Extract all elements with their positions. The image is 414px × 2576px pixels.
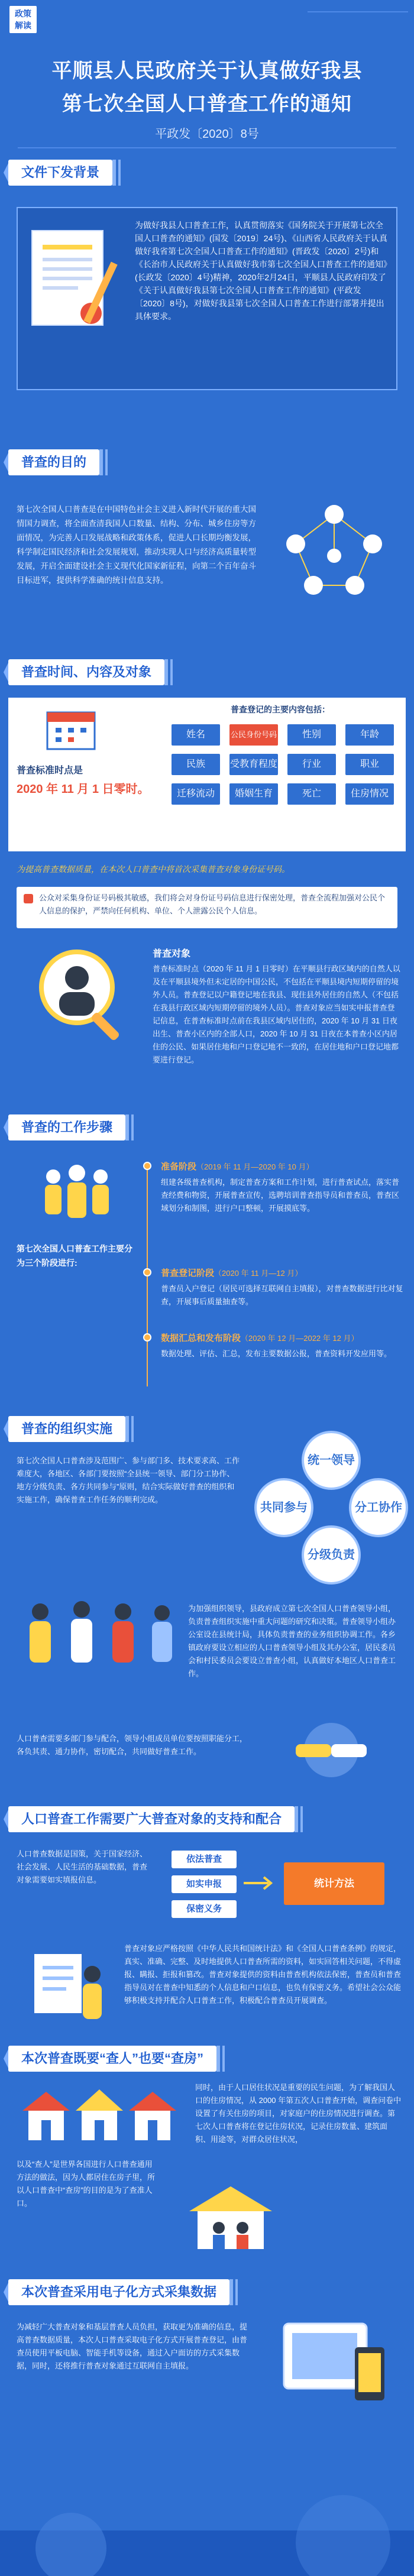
- support-text2: 普查对象应严格按照《中华人民共和国统计法》和《全国人口普查条例》的规定，真实、准确、完整、及时地提供人口普查所需的资料，如实回答相关问题，不得虚报、瞒报、拒报和篡改。普查对象提供的资料由普查机构依法保密，普查员和普查指导员对在普查中知悉的个人信息和户口信息，也负有保密义务。希望社会公众能够积极支持并配合人口普查工作，积极配合普查员开展调查。: [124, 1944, 402, 2005]
- title-line1: 平顺县人民政府关于认真做好我县: [51, 60, 363, 82]
- section-title-people-house: 本次普查既要“查人”也要“查房”: [8, 2046, 216, 2072]
- document-illustration-icon: [26, 225, 127, 343]
- people-group-icon: [30, 1159, 124, 1224]
- footer-decoration: [0, 2460, 414, 2576]
- object-text: 普查标准时点（2020 年 11 月 1 日零时）在平顺县行政区域内的自然人以及在平顺县境外但未定居的中国公民，不包括在平顺县境内短期停留的境外人员。普查登记以户籍登记地在我县、现住县外居住的自然人（不包括在我县行政区域内短期停留的境外人员）。普查对象应当如实申报普查登记信息，在普查标准时点前在我县区域内居住的，2020 年 10 月 31 日夜出生、普查小区内的全部人口，2020 年 10 月 31 日夜在本普查小区内居住的公民、如果居住地和户口登记地不一致的，在居住地和户口登记地都要进行登记。: [153, 964, 400, 1064]
- document-number: 平政发〔2020〕8号: [155, 128, 259, 141]
- section-title-background: 文件下发背景: [8, 160, 112, 186]
- stage-publish: [161, 1331, 403, 1360]
- magnifier-person-icon: [30, 940, 136, 1046]
- stage-text: 普查员入户登记（居民可选择互联网自主填报），对普查数据进行比对复查，开展事后质量抽查等。: [161, 1284, 403, 1306]
- stage-text: 组建各级普查机构，制定普查方案和工作计划，进行普查试点，落实普查经费和物资，开展普查宣传，选聘培训普查指导员和普查员，普查区域划分和制图，进行户口整顿，开展摸底等。: [161, 1178, 400, 1213]
- flow-item: 保密义务: [172, 1900, 237, 1918]
- section-title-support: 人口普查工作需要广大普查对象的支持和配合: [8, 1806, 295, 1832]
- content-item: 迁移流动: [172, 783, 220, 805]
- houses-icon: [17, 2081, 182, 2146]
- stage-text: 数据处理、评估、汇总，发布主要数据公报，普查资料开发应用等。: [161, 1349, 392, 1358]
- stage-period: （2019 年 11 月—2020 年 10 月）: [196, 1162, 314, 1171]
- stage-dot: [143, 1333, 151, 1342]
- content-item: 民族: [172, 754, 220, 775]
- stage-name: 准备阶段: [161, 1162, 197, 1172]
- stage-name: 数据汇总和发布阶段: [161, 1333, 241, 1343]
- content-item: 公民身份号码: [229, 724, 278, 746]
- hex-division-cooperation: 分工协作: [349, 1478, 408, 1537]
- people-house-text1: 同时，由于人口居住状况是重要的民生问题，为了解我国人口的住房情况，从 2000 年第五次人口普查开始，调查问卷中设置了有关住房的项目，对家庭户的住房情况进行调查。第七次人口普查将在登记住房状况，记录住房数量、建筑面积、用途等，对群众居住状况，: [195, 2083, 402, 2144]
- flow-item: 如实申报: [172, 1875, 237, 1893]
- stage-register: [161, 1266, 403, 1308]
- stage-dot: [143, 1162, 151, 1170]
- purpose-text: 第七次全国人口普查是在中国特色社会主义进入新时代开展的重大国情国力调查，将全面查清我国人口数量、结构、分布、城乡住房等方面情况，为完善人口发展战略和政策体系，促进人口长期均衡发展，科学制定国民经济和社会发展规划，推动实现人口与经济高质量转型发展，开启全面建设社会主义现代化国家新征程，向第二个百年奋斗目标进军，提供科学准确的统计信息支持。: [17, 505, 256, 585]
- stage-period: （2020 年 12 月—2022 年 12 月）: [241, 1334, 359, 1343]
- content-item: 行业: [287, 754, 336, 775]
- section-title-purpose: 普查的目的: [8, 449, 99, 475]
- object-title: 普查对象: [153, 949, 191, 959]
- background-text: 为做好我县人口普查工作，认真贯彻落实《国务院关于开展第七次全国人口普查的通知》(国发〔2019〕24号)、《山西省人民政府关于认真做好我省第七次全国人口普查工作的通知》(晋政发〔2020〕2号)和《长治市人民政府关于认真做好我市第七次全国人口普查工作的通知》(长政发〔2020〕4号)精神，2020年2月24日，平顺县人民政府印发了《关于认真做好我县第七次全国人口普查工作的通知》(平政发〔2020〕8号)，对做好我县第七次全国人口普查工作进行部署并提出具体要求。: [135, 221, 388, 321]
- team-people-icon: [17, 1596, 182, 1673]
- badge-line1: 政策: [15, 9, 31, 18]
- section-title-electronic: 本次普查采用电子化方式采集数据: [8, 2279, 229, 2305]
- flow-item: 依法普查: [172, 1851, 237, 1868]
- content-item: 受教育程度: [229, 754, 278, 775]
- family-house-icon: [177, 2182, 284, 2253]
- main-content-label: 普查登记的主要内容包括：: [231, 705, 330, 714]
- people-network-icon: [266, 491, 402, 609]
- content-item: 姓名: [172, 724, 220, 746]
- organization-text1: 第七次全国人口普查涉及范围广、参与部门多、技术要求高、工作难度大，各地区、各部门要按照“全县统一领导、部门分工协作、地方分级负责、各方共同参与”原则，结合实际做好普查的组织和实施工作，确保普查工作任务的顺利完成。: [17, 1456, 240, 1504]
- content-item: 住房情况: [345, 783, 394, 805]
- section-title-organization: 普查的组织实施: [8, 1416, 125, 1442]
- content-item: 年龄: [345, 724, 394, 746]
- badge-line2: 解读: [15, 21, 31, 30]
- content-item: 婚姻生育: [229, 783, 278, 805]
- survey-person-icon: [22, 1942, 111, 2025]
- handshake-icon: [278, 1720, 384, 1780]
- stage-dot: [143, 1268, 151, 1276]
- hex-joint-participation: 共同参与: [254, 1478, 313, 1537]
- id-note: 为提高普查数据质量，在本次人口普查中将首次采集普查对象身份证号码。: [17, 864, 290, 874]
- content-item: 死亡: [287, 783, 336, 805]
- lock-icon: [24, 894, 33, 903]
- content-item: 性别: [287, 724, 336, 746]
- people-house-text2: 以及“查人”是世界各国进行人口普查通用方法的做法，因为人都居住在房子里，所以人口普查中“查房”的目的是为了查准人口。: [17, 2160, 156, 2208]
- privacy-box: [17, 887, 397, 928]
- arrow-right-icon: [242, 1871, 278, 1895]
- stage-name: 普查登记阶段: [161, 1268, 215, 1278]
- stage-period: （2020 年 11 月—12 月）: [214, 1269, 303, 1278]
- content-item: 职业: [345, 754, 394, 775]
- electronic-text: 为减轻广大普查对象和基层普查人员负担，获取更为准确的信息，提高普查数据质量，本次人口普查采取电子化方式开展普查登记，由普查员使用平板电脑、智能手机等设备，通过入户面访的方式采集数据，同时，还将推行普查对象通过互联网自主填报。: [17, 2322, 248, 2370]
- section-title-content: 普查时间、内容及对象: [8, 659, 164, 685]
- page-title: [0, 54, 414, 121]
- hex-level-responsibility: 分级负责: [302, 1525, 361, 1585]
- flow-result: 统计方法: [284, 1862, 384, 1905]
- organization-text2: 为加强组织领导，县政府成立第七次全国人口普查领导小组，负责普查组织实施中重大问题的研究和决策。普查领导小组办公室设在县统计局，具体负责普查的业务组织协调工作。各乡镇政府要设立相应的人口普查领导小组及其办公室，居民委员会和村民委员会要设立普查小组，认真做好本地区人口普查工作。: [188, 1604, 396, 1678]
- time-label: 普查标准时点是: [17, 766, 83, 776]
- time-value: 2020 年 11 月 1 日零时。: [17, 783, 150, 796]
- organization-text3: 人口普查需要多部门参与配合，领导小组成员单位要按照职能分工，各负其责、通力协作，密切配合，共同做好普查工作。: [17, 1734, 248, 1756]
- steps-left-text: 第七次全国人口普查工作主要分为三个阶段进行:: [17, 1244, 132, 1268]
- hex-unified-leadership: 统一领导: [302, 1431, 361, 1490]
- title-line2: 第七次全国人口普查工作的通知: [62, 93, 352, 115]
- tablet-phone-icon: [272, 2312, 396, 2412]
- privacy-text: 公众对采集身份证号码极其敏感，我们将会对身份证号码信息进行保密处理，普查全流程加强对公民个人信息的保护，严禁向任何机构、单位、个人泄露公民个人信息。: [39, 893, 386, 915]
- stage-prepare: [161, 1160, 403, 1215]
- calendar-icon: [41, 707, 101, 754]
- header: [0, 0, 414, 160]
- section-title-steps: 普查的工作步骤: [8, 1114, 125, 1140]
- support-text1: 人口普查数据是国策，关于国家经济、社会发展、人民生活的基础数据，普查对象需要如实填报信息。: [17, 1849, 148, 1884]
